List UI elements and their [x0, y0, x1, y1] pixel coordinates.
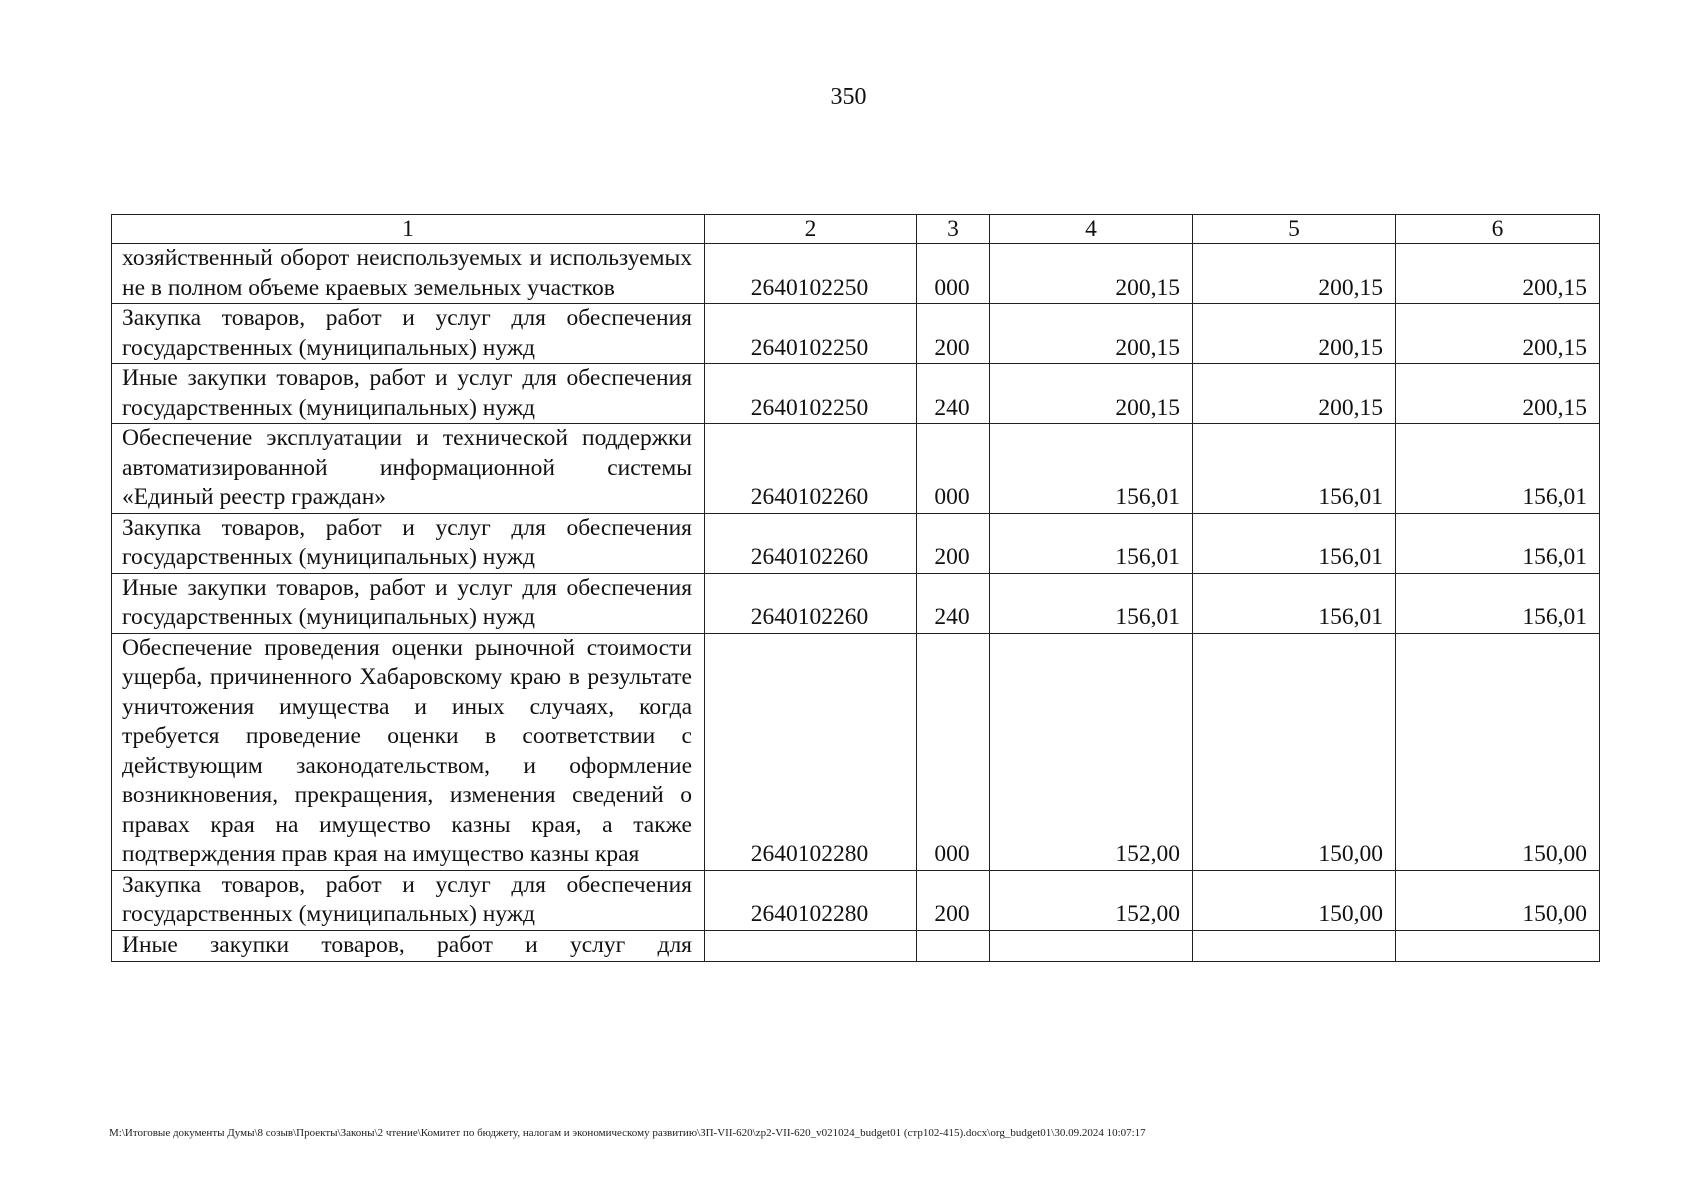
row-value-5	[1193, 930, 1396, 961]
row-type: 000	[917, 424, 990, 514]
row-value-6: 156,01	[1396, 513, 1600, 573]
row-value-6: 200,15	[1396, 364, 1600, 424]
row-name: Иные закупки товаров, работ и услуг для обеспечения государственных (муниципальных) нужд	[112, 364, 705, 424]
row-value-6: 200,15	[1396, 304, 1600, 364]
row-value-6: 156,01	[1396, 424, 1600, 514]
row-value-5: 200,15	[1193, 304, 1396, 364]
table-row	[112, 244, 1600, 304]
row-name: Закупка товаров, работ и услуг для обеспечения государственных (муниципальных) нужд	[112, 304, 705, 364]
column-header: 1	[112, 215, 705, 244]
row-code	[705, 930, 917, 961]
row-code: 2640102260	[705, 513, 917, 573]
row-value-6: 156,01	[1396, 573, 1600, 633]
row-code: 2640102250	[705, 244, 917, 304]
row-value-4: 156,01	[990, 513, 1193, 573]
document-path-footer: M:\Итоговые документы Думы\8 созыв\Проекты\Законы\2 чтение\Комитет по бюджету, налогам и экономическому развитию\ЗП-VII-620\zp2-VII-620_v021024_budget01 (стр102-415).docx\org_budget01\30.09.2024 10:07:17	[109, 1127, 1146, 1139]
row-value-4: 156,01	[990, 424, 1193, 514]
page-number: 350	[830, 84, 867, 110]
row-value-6: 200,15	[1396, 244, 1600, 304]
row-value-5: 200,15	[1193, 364, 1396, 424]
row-type: 000	[917, 244, 990, 304]
row-type: 200	[917, 870, 990, 930]
table-row-partial	[112, 930, 1600, 961]
row-type: 240	[917, 364, 990, 424]
row-code: 2640102280	[705, 870, 917, 930]
column-header: 6	[1396, 215, 1600, 244]
row-value-4: 200,15	[990, 244, 1193, 304]
row-value-6: 150,00	[1396, 870, 1600, 930]
row-value-5: 150,00	[1193, 870, 1396, 930]
row-value-4: 200,15	[990, 364, 1193, 424]
row-type	[917, 930, 990, 961]
row-type: 000	[917, 633, 990, 870]
row-type: 200	[917, 304, 990, 364]
table-row	[112, 870, 1600, 930]
row-value-4: 200,15	[990, 304, 1193, 364]
row-value-6: 150,00	[1396, 633, 1600, 870]
row-value-4: 152,00	[990, 633, 1193, 870]
row-value-5: 150,00	[1193, 633, 1396, 870]
row-value-4: 152,00	[990, 870, 1193, 930]
table-row	[112, 573, 1600, 633]
row-type: 240	[917, 573, 990, 633]
row-name: Иные закупки товаров, работ и услуг для	[112, 930, 705, 961]
table-row	[112, 424, 1600, 514]
row-value-6	[1396, 930, 1600, 961]
row-value-5: 156,01	[1193, 424, 1396, 514]
row-value-5: 200,15	[1193, 244, 1396, 304]
table-row	[112, 633, 1600, 870]
row-name: Обеспечение проведения оценки рыночной стоимости ущерба, причиненного Хабаровскому краю в результате уничтожения имущества и иных случаях, когда требуется проведение оценки в соответствии с действующим законодательством, и оформление возникновения, прекращения, изменения сведений о правах края на имущество казны края, а также подтверждения прав края на имущество казны края	[112, 633, 705, 870]
row-name: Закупка товаров, работ и услуг для обеспечения государственных (муниципальных) нужд	[112, 870, 705, 930]
column-header: 2	[705, 215, 917, 244]
row-code: 2640102260	[705, 573, 917, 633]
row-code: 2640102250	[705, 304, 917, 364]
row-code: 2640102280	[705, 633, 917, 870]
table-header-row	[112, 215, 1600, 244]
row-name: Обеспечение эксплуатации и технической поддержки автоматизированной информационной системы «Единый реестр граждан»	[112, 424, 705, 514]
table-row	[112, 304, 1600, 364]
row-code: 2640102260	[705, 424, 917, 514]
table-row	[112, 513, 1600, 573]
column-header: 4	[990, 215, 1193, 244]
budget-table	[111, 214, 1600, 962]
row-value-4	[990, 930, 1193, 961]
row-type: 200	[917, 513, 990, 573]
row-value-4: 156,01	[990, 573, 1193, 633]
column-header: 3	[917, 215, 990, 244]
row-name: Закупка товаров, работ и услуг для обеспечения государственных (муниципальных) нужд	[112, 513, 705, 573]
table-row	[112, 364, 1600, 424]
row-code: 2640102250	[705, 364, 917, 424]
row-value-5: 156,01	[1193, 513, 1396, 573]
row-value-5: 156,01	[1193, 573, 1396, 633]
row-name: хозяйственный оборот неиспользуемых и используемых не в полном объеме краевых земельных участков	[112, 244, 705, 304]
column-header: 5	[1193, 215, 1396, 244]
row-name: Иные закупки товаров, работ и услуг для обеспечения государственных (муниципальных) нужд	[112, 573, 705, 633]
